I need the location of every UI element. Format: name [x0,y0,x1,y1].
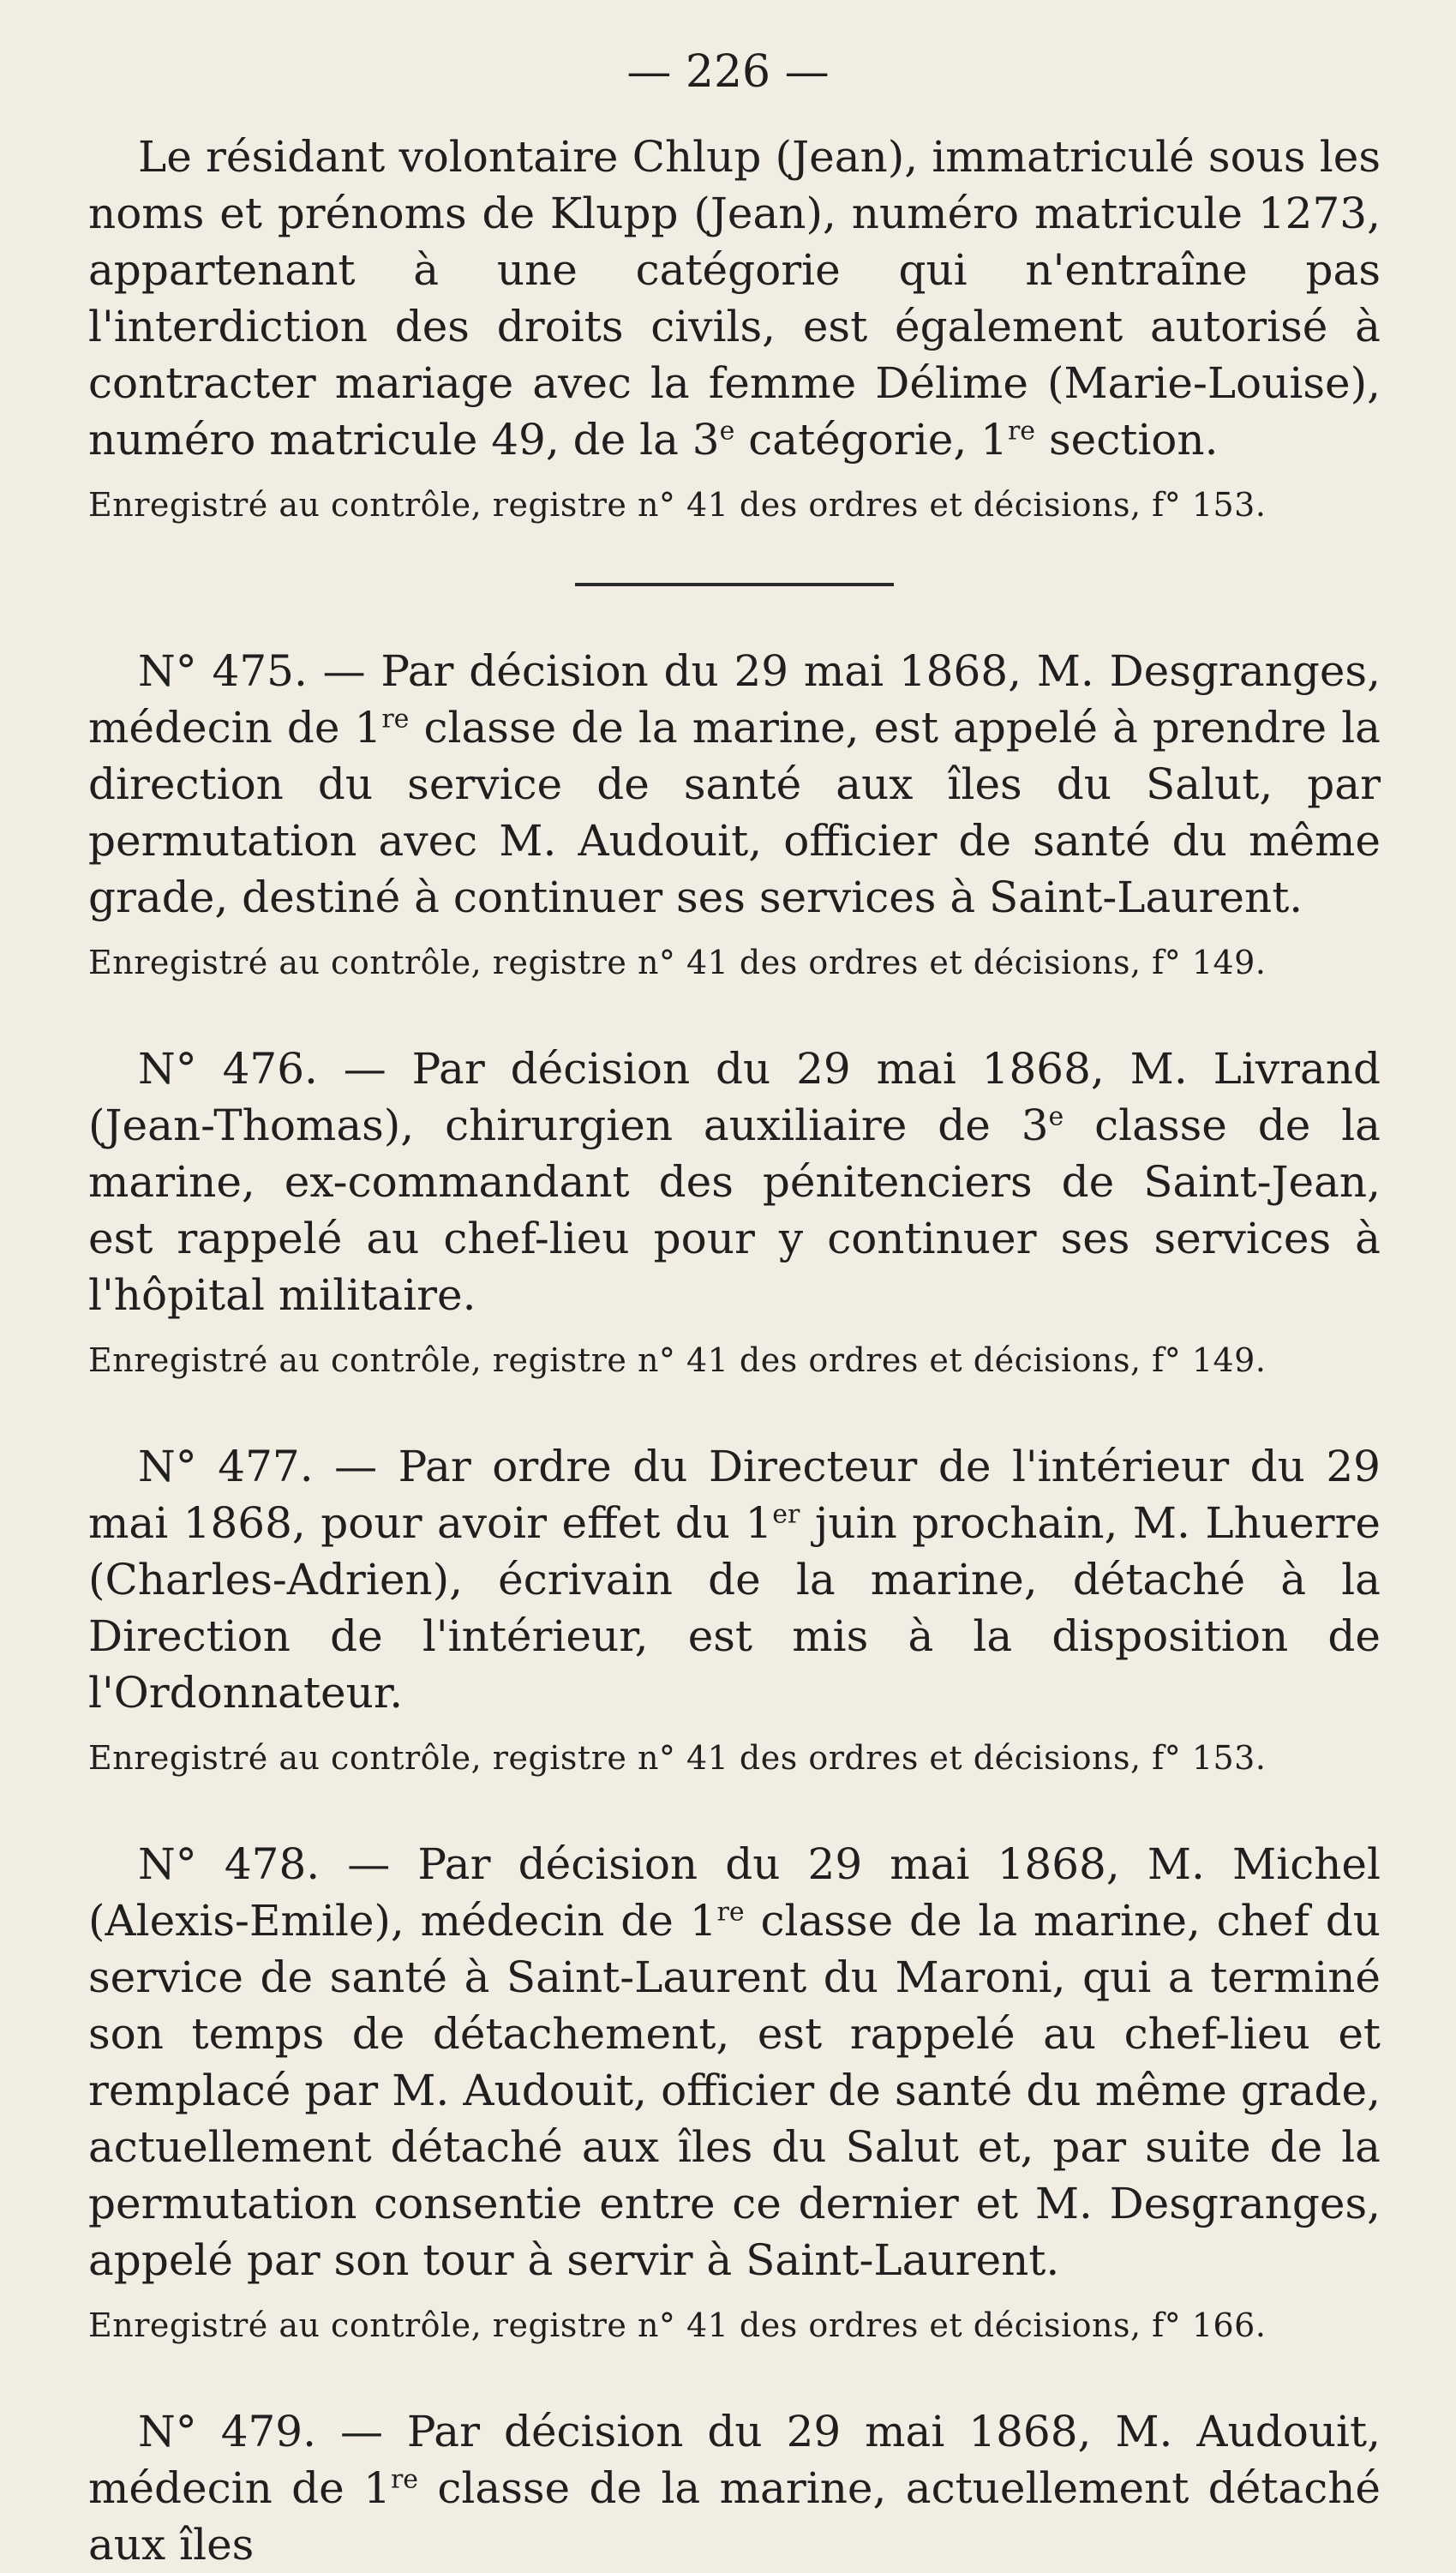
entry-478 [88,1836,1381,2347]
entry-text: N° 475. — Par décision du 29 mai 1868, M. Desgranges, médecin de 1re classe de la marine, est appelé à prendre la direction du service de santé aux îles du Salut, par permutation avec M. Audouit, officier de santé du même grade, destiné à continuer ses services à Saint-Laurent. [88,646,1381,922]
entry-476 [88,1041,1381,1382]
entry-registration: Enregistré au contrôle, registre n° 41 des ordres et décisions, f° 149. [88,944,1267,981]
entry-479 [88,2403,1381,2573]
intro-paragraph: Le résidant volontaire Chlup (Jean), immatriculé sous les noms et prénoms de Klupp (Jean), numéro matricule 1273, appartenant à une catégorie qui n'entraîne pas l'interdiction des droits civils, est également autorisé à contracter mariage avec la femme Délime (Marie-Louise), numéro matricule 49, de la 3e catégorie, 1re section. [88,132,1381,465]
entry-registration: Enregistré au contrôle, registre n° 41 des ordres et décisions, f° 166. [88,2306,1267,2344]
intro-registration: Enregistré au contrôle, registre n° 41 des ordres et décisions, f° 153. [88,486,1267,524]
entry-registration: Enregistré au contrôle, registre n° 41 des ordres et décisions, f° 149. [88,1341,1267,1379]
entry-text: N° 477. — Par ordre du Directeur de l'intérieur du 29 mai 1868, pour avoir effet du 1er juin prochain, M. Lhuerre (Charles-Adrien), écrivain de la marine, détaché à la Direction de l'intérieur, est mis à la disposition de l'Ordonnateur. [88,1442,1381,1718]
entry-text: N° 476. — Par décision du 29 mai 1868, M. Livrand (Jean-Thomas), chirurgien auxiliaire de 3e classe de la marine, ex-commandant des pénitenciers de Saint-Jean, est rappelé au chef-lieu pour y continuer ses services à l'hôpital militaire. [88,1044,1381,1320]
page-body [88,129,1381,2573]
entry-475 [88,643,1381,984]
entry-text: N° 478. — Par décision du 29 mai 1868, M. Michel (Alexis-Emile), médecin de 1re classe de la marine, chef du service de santé à Saint-Laurent du Maroni, qui a terminé son temps de détachement, est rappelé au chef-lieu et remplacé par M. Audouit, officier de santé du même grade, actuellement détaché aux îles du Salut et, par suite de la permutation consentie entre ce dernier et M. Desgranges, appelé par son tour à servir à Saint-Laurent. [88,1839,1381,2285]
section-divider [575,583,894,586]
entry-477 [88,1438,1381,1779]
page-number: — 226 — [626,46,830,98]
entry-text: N° 479. — Par décision du 29 mai 1868, M. Audouit, médecin de 1re classe de la marine, actuellement détaché aux îles [88,2407,1381,2570]
entry-registration: Enregistré au contrôle, registre n° 41 des ordres et décisions, f° 153. [88,1739,1267,1777]
